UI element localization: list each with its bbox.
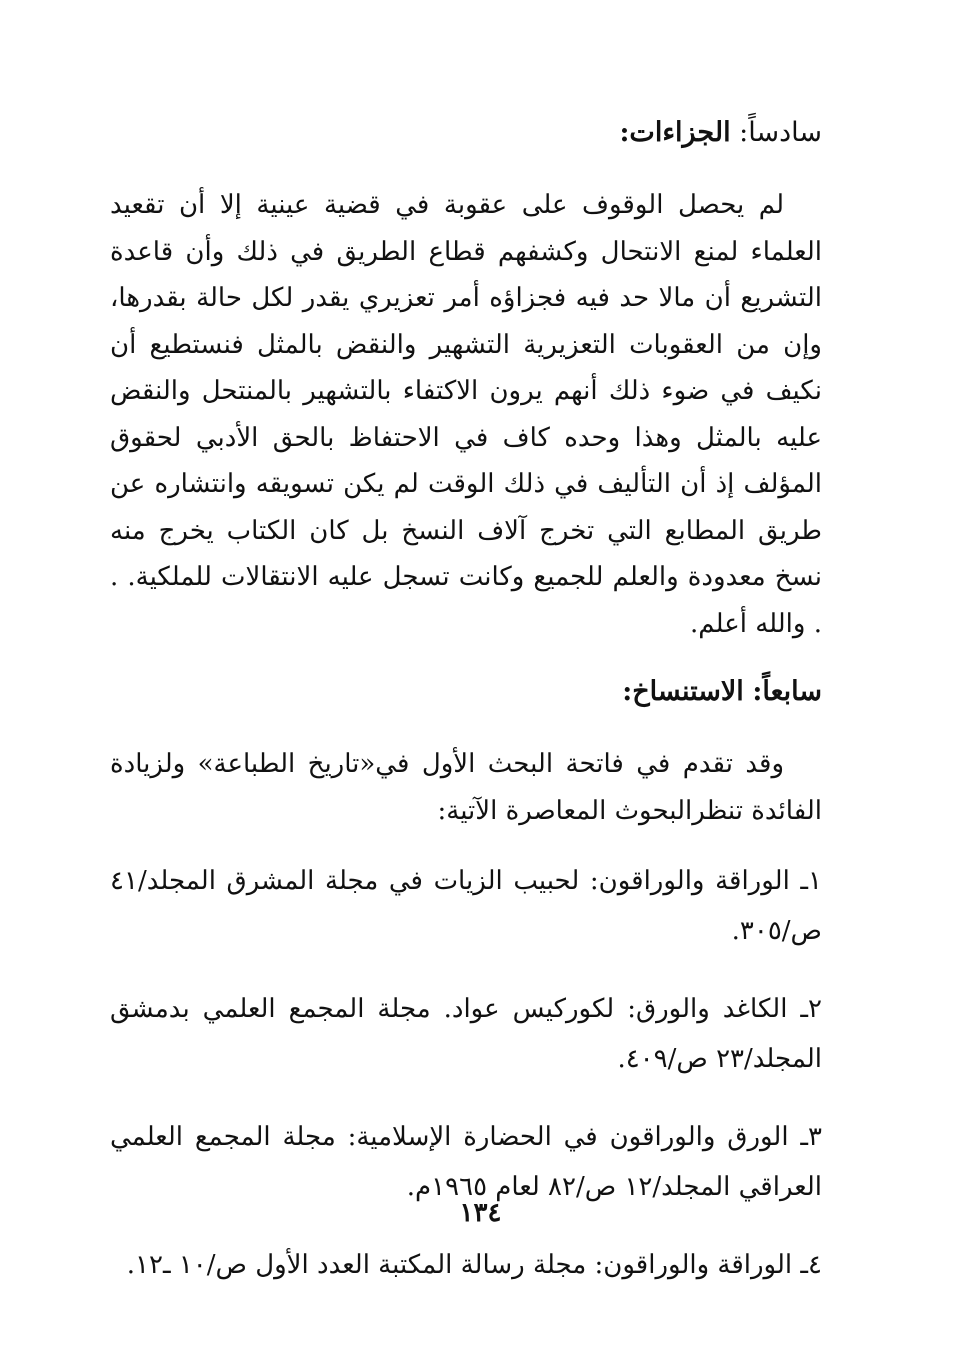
heading-prefix: سابعاً: (752, 676, 822, 707)
heading-prefix: سادساً: (739, 117, 822, 148)
heading-title: الاستنساخ: (622, 676, 744, 707)
page-number: ١٣٤ (459, 1198, 502, 1228)
section-heading-copying (110, 669, 822, 715)
section-heading-penalties (110, 110, 822, 156)
reference-item: ١ـ الوراقة والوراقون: لحبيب الزيات في مجلة المشرق المجلد/٤١ ص/٣٠٥. (110, 866, 822, 946)
page-body (110, 110, 822, 1290)
reference-item: ٢ـ الكاغد والورق: لكوركيس عواد. مجلة المجمع العلمي بدمشق المجلد/٢٣ ص/٤٠٩. (110, 994, 822, 1074)
copying-paragraph: وقد تقدم في فاتحة البحث الأول في«تاريخ الطباعة» ولزيادة الفائدة تنظرالبحوث المعاصرة الآتية: (110, 749, 822, 826)
heading-title: الجزاءات: (619, 117, 731, 148)
penalties-paragraph: لم يحصل الوقوف على عقوبة في قضية عينية إلا أن تقعيد العلماء لمنع الانتحال وكشفهم قطاع الطريق في ذلك وأن قاعدة التشريع أن مالا حد فيه فجزاؤه أمر تعزيري يقدر لكل حالة بقدرها، وإن من العقوبات التعزيرية التشهير والنقض بالمثل فنستطيع أن نكيف في ضوء ذلك أنهم يرون الاكتفاء بالتشهير بالمنتحل والنقض عليه بالمثل وهذا وحده كاف في الاحتفاظ بالحق الأدبي لحقوق المؤلف إذ أن التأليف في ذلك الوقت لم يكن تسويقه وانتشاره عن طريق المطابع التي تخرج آلاف النسخ بل كان الكتاب يخرج منه نسخ معدودة والعلم للجميع وكانت تسجل عليه الانتقالات للملكية. . . والله أعلم. (110, 190, 822, 639)
reference-item: ٤ـ الوراقة والوراقون: مجلة رسالة المكتبة العدد الأول ص/١٠ ـ١٢. (126, 1250, 822, 1280)
reference-item: ٣ـ الورق والوراقون في الحضارة الإسلامية: مجلة المجمع العلمي العراقي المجلد/١٢ ص/٨٢ لعام ١٩٦٥م. (110, 1122, 822, 1202)
